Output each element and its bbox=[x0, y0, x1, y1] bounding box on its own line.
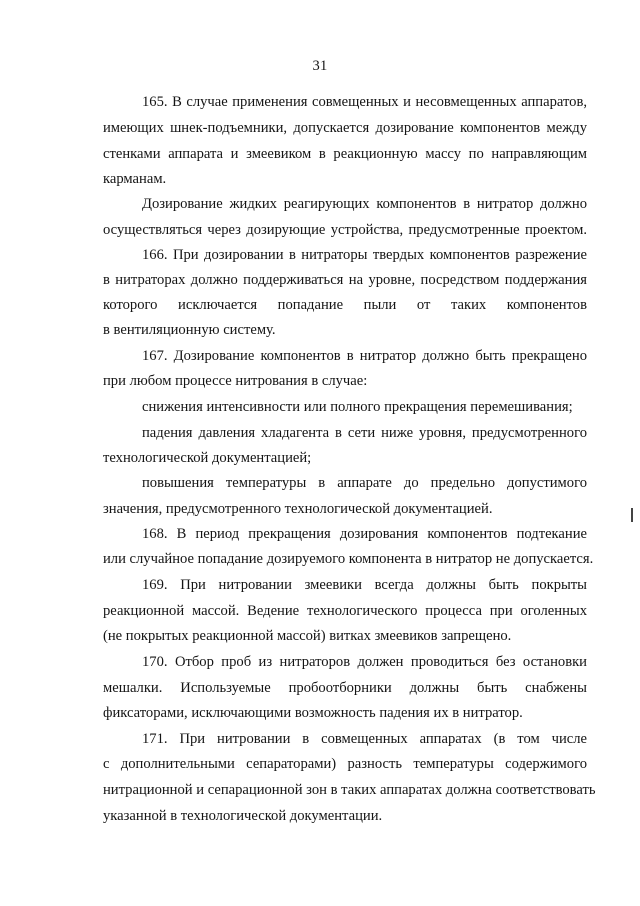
list-item-2-line-1: падения давления хладагента в сети ниже уровня, предусмотренного bbox=[142, 425, 587, 441]
list-item-3-line-1: повышения температуры в аппарате до предельно допустимого bbox=[142, 475, 587, 491]
page-number: 31 bbox=[312, 58, 328, 74]
paragraph-166-line-4: в вентиляционную систему. bbox=[103, 322, 276, 338]
paragraph-167-line-2: при любом процессе нитрования в случае: bbox=[103, 373, 368, 389]
paragraph-dosing-line-2: осуществляться через дозирующие устройства, предусмотренные проектом. bbox=[103, 222, 587, 238]
paragraph-171-line-3: нитрационной и сепарационной зон в таких аппаратах должна соответствовать bbox=[103, 782, 596, 798]
scan-edge-mark bbox=[631, 508, 633, 522]
paragraph-169-line-2: реакционной массой. Ведение технологического процесса при оголенных bbox=[103, 603, 587, 619]
paragraph-165-line-4: карманам. bbox=[103, 171, 167, 187]
list-item-3-line-2: значения, предусмотренного технологической документацией. bbox=[103, 501, 493, 517]
paragraph-170-line-2: мешалки. Используемые пробоотборники должны быть снабжены bbox=[103, 680, 587, 696]
paragraph-165-line-3: стенками аппарата и змеевиком в реакционную массу по направляющим bbox=[103, 146, 587, 162]
paragraph-171-line-4: указанной в технологической документации. bbox=[103, 808, 383, 824]
paragraph-170-line-3: фиксаторами, исключающими возможность падения их в нитратор. bbox=[103, 705, 523, 721]
paragraph-165-line-2: имеющих шнек-подъемники, допускается дозирование компонентов между bbox=[103, 120, 587, 136]
paragraph-166-line-2: в нитраторах должно поддерживаться на уровне, посредством поддержания bbox=[103, 272, 587, 288]
paragraph-168-line-1: 168. В период прекращения дозирования компонентов подтекание bbox=[142, 526, 587, 542]
paragraph-169-line-3: (не покрытых реакционной массой) витках змеевиков запрещено. bbox=[103, 628, 512, 644]
paragraph-dosing-line-1: Дозирование жидких реагирующих компонентов в нитратор должно bbox=[142, 196, 587, 212]
paragraph-165-line-1: 165. В случае применения совмещенных и несовмещенных аппаратов, bbox=[142, 94, 587, 110]
paragraph-167-line-1: 167. Дозирование компонентов в нитратор должно быть прекращено bbox=[142, 348, 587, 364]
list-item-2-line-2: технологической документацией; bbox=[103, 450, 312, 466]
paragraph-169-line-1: 169. При нитровании змеевики всегда должны быть покрыты bbox=[142, 577, 587, 593]
paragraph-166-line-1: 166. При дозировании в нитраторы твердых компонентов разрежение bbox=[142, 247, 587, 263]
paragraph-170-line-1: 170. Отбор проб из нитраторов должен проводиться без остановки bbox=[142, 654, 587, 670]
paragraph-166-line-3: которого исключается попадание пыли от таких компонентов bbox=[103, 297, 587, 313]
paragraph-171-line-1: 171. При нитровании в совмещенных аппаратах (в том числе bbox=[142, 731, 587, 747]
paragraph-168-line-2: или случайное попадание дозируемого компонента в нитратор не допускается. bbox=[103, 551, 594, 567]
list-item-1: снижения интенсивности или полного прекращения перемешивания; bbox=[142, 399, 573, 415]
paragraph-171-line-2: с дополнительными сепараторами) разность температуры содержимого bbox=[103, 756, 587, 772]
